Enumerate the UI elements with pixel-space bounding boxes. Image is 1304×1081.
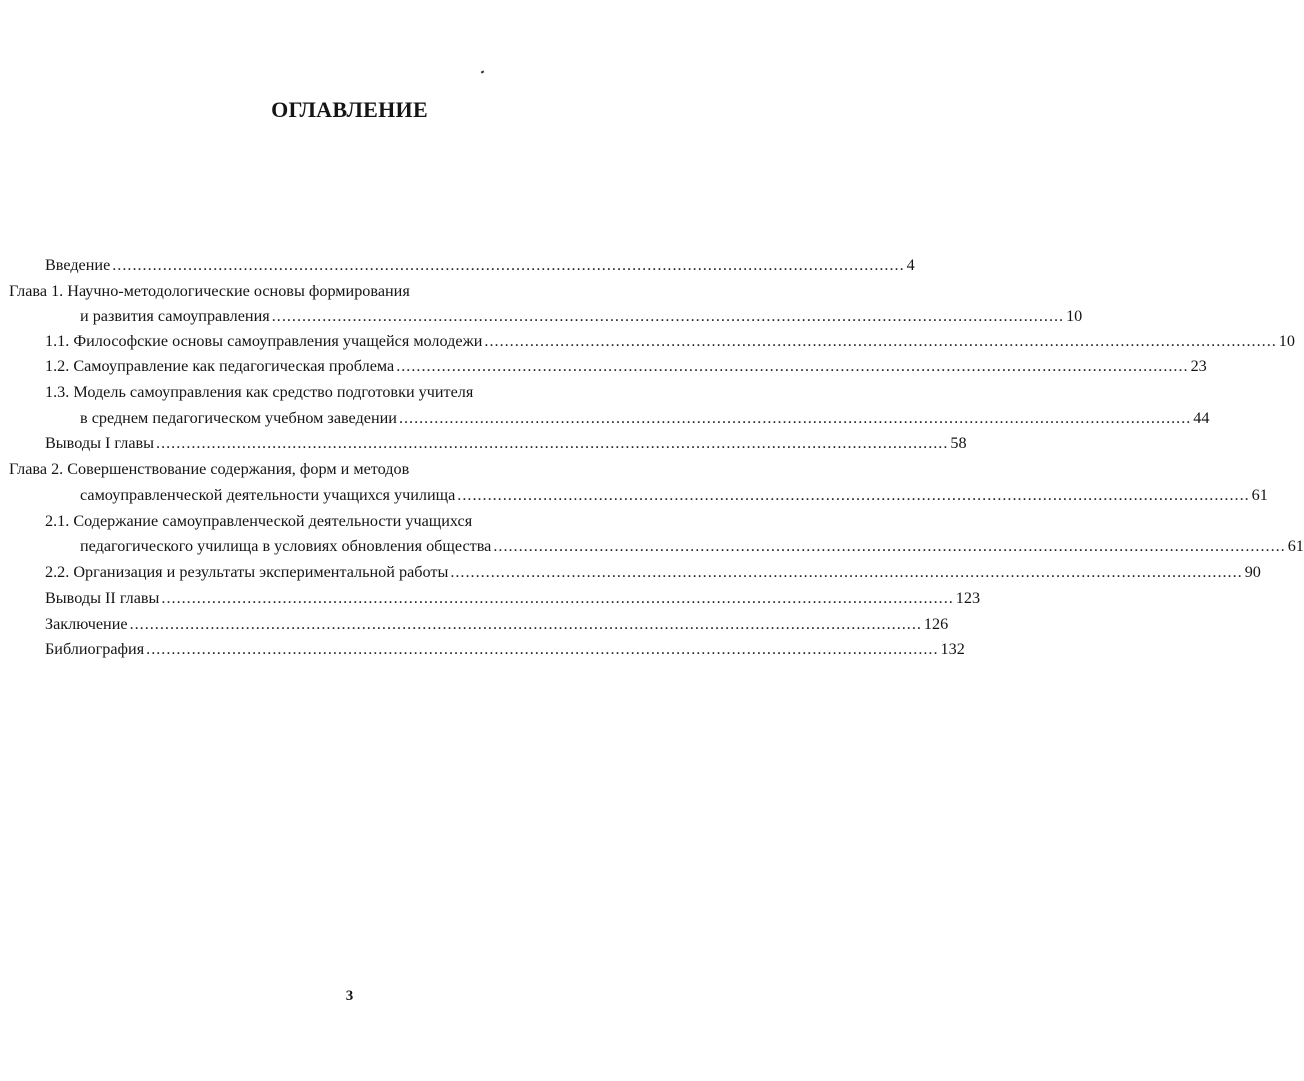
- toc-entry-text: 1.1. Философские основы самоуправления учащейся молодежи: [45, 332, 483, 350]
- toc-entry-page: 4: [906, 256, 915, 274]
- toc-leader: .............................................................................................................................................................: [457, 486, 1250, 504]
- toc-entry[interactable]: [80, 485, 1268, 505]
- toc-leader: .............................................................................................................................................................: [493, 537, 1286, 555]
- toc-entry[interactable]: [45, 588, 981, 608]
- toc-leader: .............................................................................................................................................................: [129, 615, 922, 633]
- toc-entry-text: 2.2. Организация и результаты экспериментальной работы: [45, 563, 449, 581]
- toc-entry[interactable]: [45, 511, 472, 531]
- toc-leader: .............................................................................................................................................................: [450, 563, 1243, 581]
- toc-leader: .............................................................................................................................................................: [398, 409, 1192, 427]
- toc-entry-page: 61: [1251, 486, 1268, 504]
- toc-entry-text: Библиография: [45, 640, 145, 658]
- toc-entry-text: 1.2. Самоуправление как педагогическая проблема: [45, 357, 395, 375]
- toc-entry-text: самоуправленческой деятельности учащихся училища: [80, 486, 456, 504]
- toc-entry-page: 10: [1278, 332, 1295, 350]
- toc-entry[interactable]: [45, 331, 1295, 351]
- toc-entry-text: 2.1. Содержание самоуправленческой деятельности учащихся: [45, 512, 473, 530]
- toc-entry-page: 123: [955, 589, 981, 607]
- toc-entry[interactable]: [45, 356, 1207, 376]
- toc-leader: .............................................................................................................................................................: [112, 256, 905, 274]
- toc-entry-text: 1.3. Модель самоуправления как средство подготовки учителя: [45, 383, 474, 401]
- toc-entry-page: 126: [923, 615, 949, 633]
- toc-entry[interactable]: [45, 614, 949, 634]
- toc-entry[interactable]: [80, 306, 1083, 326]
- toc-entry-text: Глава 2. Совершенствование содержания, форм и методов: [9, 460, 410, 478]
- toc-entry-text: Заключение: [45, 615, 128, 633]
- toc-entry[interactable]: [45, 433, 967, 453]
- toc-leader: .............................................................................................................................................................: [146, 640, 939, 658]
- toc-entry[interactable]: [9, 281, 410, 301]
- toc-entry-page: 44: [1193, 409, 1210, 427]
- toc-entry-text: Глава 1. Научно-методологические основы формирования: [9, 282, 410, 300]
- toc-entry[interactable]: [45, 382, 473, 402]
- toc-leader: .............................................................................................................................................................: [271, 307, 1065, 325]
- toc-entry[interactable]: [45, 562, 1261, 582]
- toc-entry-text: Выводы II главы: [45, 589, 160, 607]
- toc-entry-page: 132: [940, 640, 965, 658]
- scan-speck: [481, 70, 485, 73]
- toc-entry[interactable]: [45, 255, 915, 275]
- toc-leader: .............................................................................................................................................................: [156, 434, 949, 452]
- toc-entry[interactable]: [45, 639, 965, 659]
- page-number: 3: [345, 988, 354, 1004]
- toc-entry-page: 58: [950, 434, 967, 452]
- toc-entry[interactable]: [9, 459, 409, 479]
- toc-entry-text: Выводы I главы: [45, 434, 155, 452]
- toc-entry-text: и развития самоуправления: [80, 307, 270, 325]
- toc-entry-text: в среднем педагогическом учебном заведении: [80, 409, 397, 427]
- toc-entry-text: педагогического училища в условиях обновления общества: [80, 537, 492, 555]
- toc-leader: .............................................................................................................................................................: [484, 332, 1277, 350]
- toc-entry-page: 61: [1287, 537, 1304, 555]
- toc-entry[interactable]: [80, 408, 1210, 428]
- page-title: ОГЛАВЛЕНИЕ: [271, 97, 428, 122]
- toc-entry-text: Введение: [45, 256, 111, 274]
- toc-leader: .............................................................................................................................................................: [396, 357, 1189, 375]
- toc-entry[interactable]: [80, 536, 1304, 556]
- toc-leader: .............................................................................................................................................................: [161, 589, 954, 607]
- toc-entry-page: 90: [1244, 563, 1261, 581]
- toc-entry-page: 10: [1066, 307, 1083, 325]
- toc-entry-page: 23: [1190, 357, 1207, 375]
